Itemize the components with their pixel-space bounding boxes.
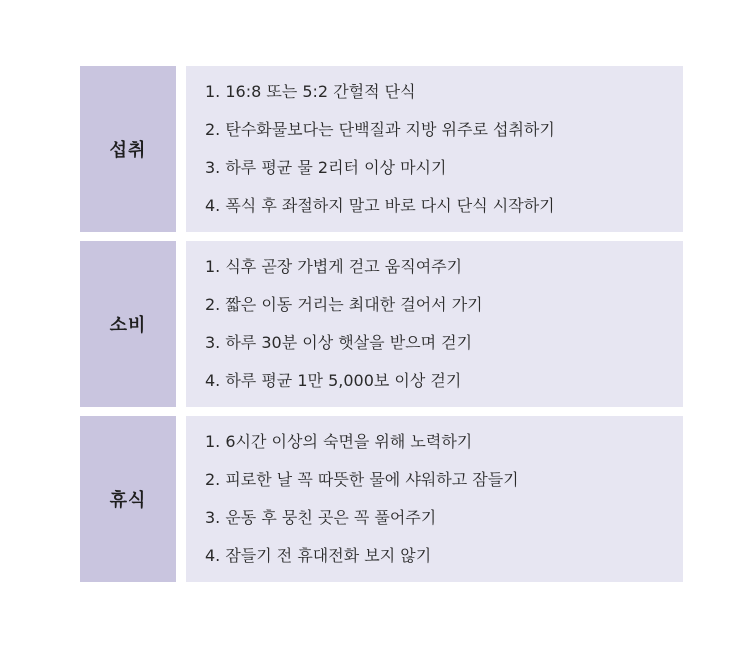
list-item: 3. 하루 평균 물 2리터 이상 마시기 xyxy=(205,158,447,177)
section-label: 휴식 xyxy=(80,416,176,582)
section-items xyxy=(186,416,683,582)
list-item: 4. 하루 평균 1만 5,000보 이상 걷기 xyxy=(205,371,462,390)
list-item: 1. 16:8 또는 5:2 간헐적 단식 xyxy=(205,82,416,101)
habit-table xyxy=(80,66,683,591)
list-item: 2. 탄수화물보다는 단백질과 지방 위주로 섭취하기 xyxy=(205,120,555,139)
list-item: 4. 잠들기 전 휴대전화 보지 않기 xyxy=(205,546,432,565)
list-item: 1. 식후 곧장 가볍게 걷고 움직여주기 xyxy=(205,257,463,276)
section-consumption xyxy=(80,241,683,407)
section-intake xyxy=(80,66,683,232)
section-items xyxy=(186,241,683,407)
list-item: 2. 피로한 날 꼭 따뜻한 물에 샤워하고 잠들기 xyxy=(205,470,519,489)
list-item: 3. 운동 후 뭉친 곳은 꼭 풀어주기 xyxy=(205,508,437,527)
section-label: 섭취 xyxy=(80,66,176,232)
section-label: 소비 xyxy=(80,241,176,407)
list-item: 3. 하루 30분 이상 햇살을 받으며 걷기 xyxy=(205,333,473,352)
list-item: 4. 폭식 후 좌절하지 말고 바로 다시 단식 시작하기 xyxy=(205,196,555,215)
list-item: 2. 짧은 이동 거리는 최대한 걸어서 가기 xyxy=(205,295,483,314)
section-rest xyxy=(80,416,683,582)
section-items xyxy=(186,66,683,232)
list-item: 1. 6시간 이상의 숙면을 위해 노력하기 xyxy=(205,432,473,451)
